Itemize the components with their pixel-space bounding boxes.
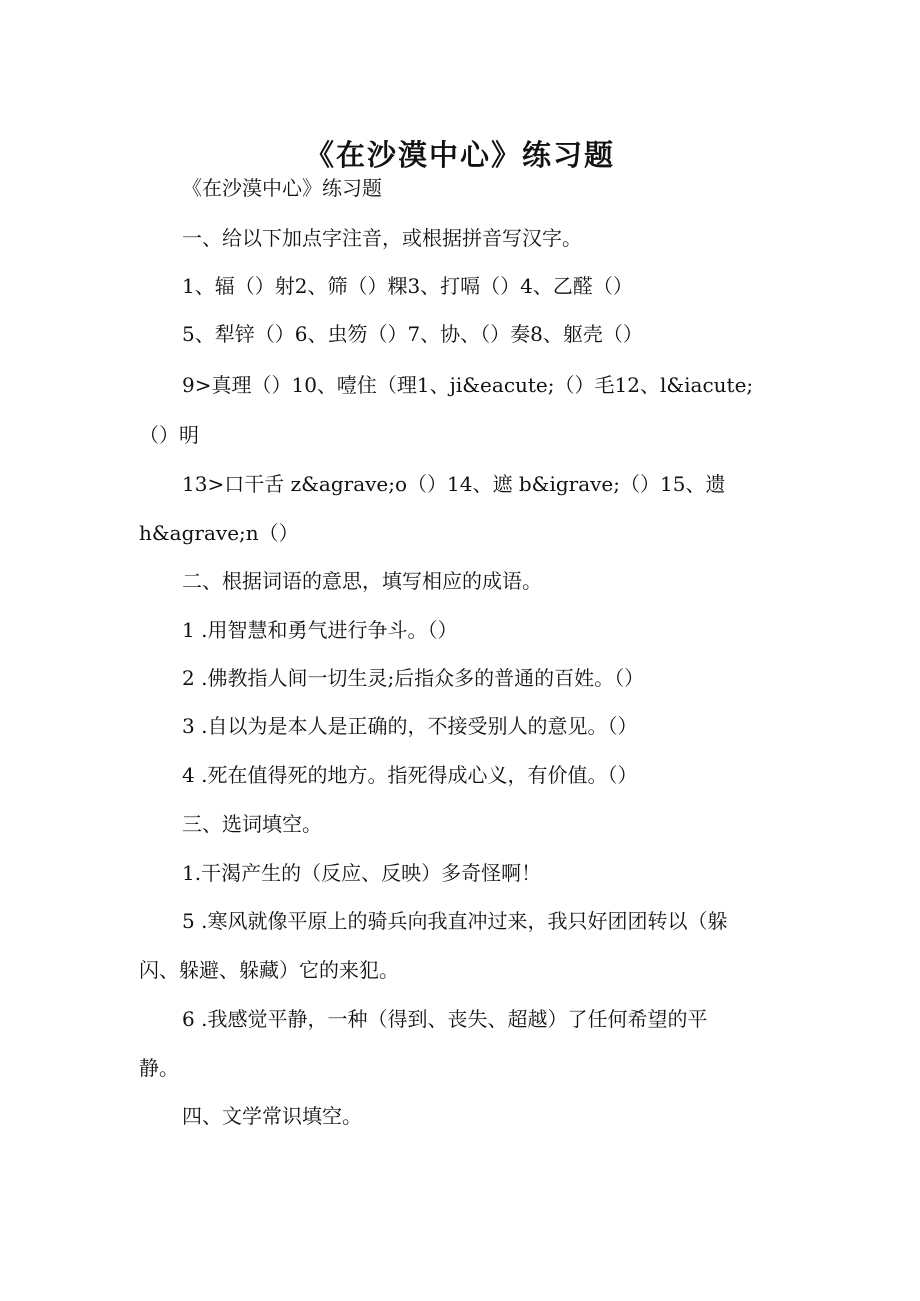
section-heading-2: 二、根据词语的意思，填写相应的成语。 bbox=[182, 569, 542, 593]
section-heading-4: 四、文学常识填空。 bbox=[182, 1104, 362, 1128]
exercise-line-continuation: 闪、躲避、躲藏）它的来犯。 bbox=[139, 958, 399, 982]
exercise-line-continuation: 静。 bbox=[139, 1056, 179, 1080]
exercise-line: 13>口干舌 z&agrave;o（）14、遮 b&igrave;（）15、遗 bbox=[182, 472, 726, 496]
exercise-line: 1、辐（）射2、筛（）粿3、打嗝（）4、乙醛（） bbox=[182, 274, 633, 298]
exercise-line: 6 .我感觉平静，一种（得到、丧失、超越）了任何希望的平 bbox=[182, 1007, 708, 1031]
exercise-line: 5、犁锌（）6、虫笏（）7、协、（）奏8、躯壳（） bbox=[182, 322, 643, 346]
exercise-line: 3 .自以为是本人是正确的，不接受别人的意见。（） bbox=[182, 714, 638, 738]
section-heading-3: 三、选词填空。 bbox=[182, 812, 322, 836]
section-heading-1: 一、给以下加点字注音，或根据拼音写汉字。 bbox=[182, 226, 582, 250]
document-title: 《在沙漠中心》练习题 bbox=[304, 138, 615, 173]
exercise-line: 5 .寒风就像平原上的骑兵向我直冲过来，我只好团团转以（躲 bbox=[182, 909, 728, 933]
exercise-line: 2 .佛教指人间一切生灵;后指众多的普通的百姓。（） bbox=[182, 666, 645, 690]
exercise-line: 1.干渴产生的（反应、反映）多奇怪啊！ bbox=[182, 861, 542, 885]
subtitle-line: 《在沙漠中心》练习题 bbox=[182, 176, 382, 200]
exercise-line-continuation: h&agrave;n（） bbox=[139, 521, 299, 545]
exercise-line-continuation: （）明 bbox=[139, 423, 199, 447]
exercise-line: 4 .死在值得死的地方。指死得成心义，有价值。（） bbox=[182, 763, 638, 787]
exercise-line: 9>真理（）10、噎住（理1、ji&eacute;（）毛12、l&iacute; bbox=[182, 373, 754, 397]
exercise-line: 1 .用智慧和勇气进行争斗。（） bbox=[182, 618, 458, 642]
